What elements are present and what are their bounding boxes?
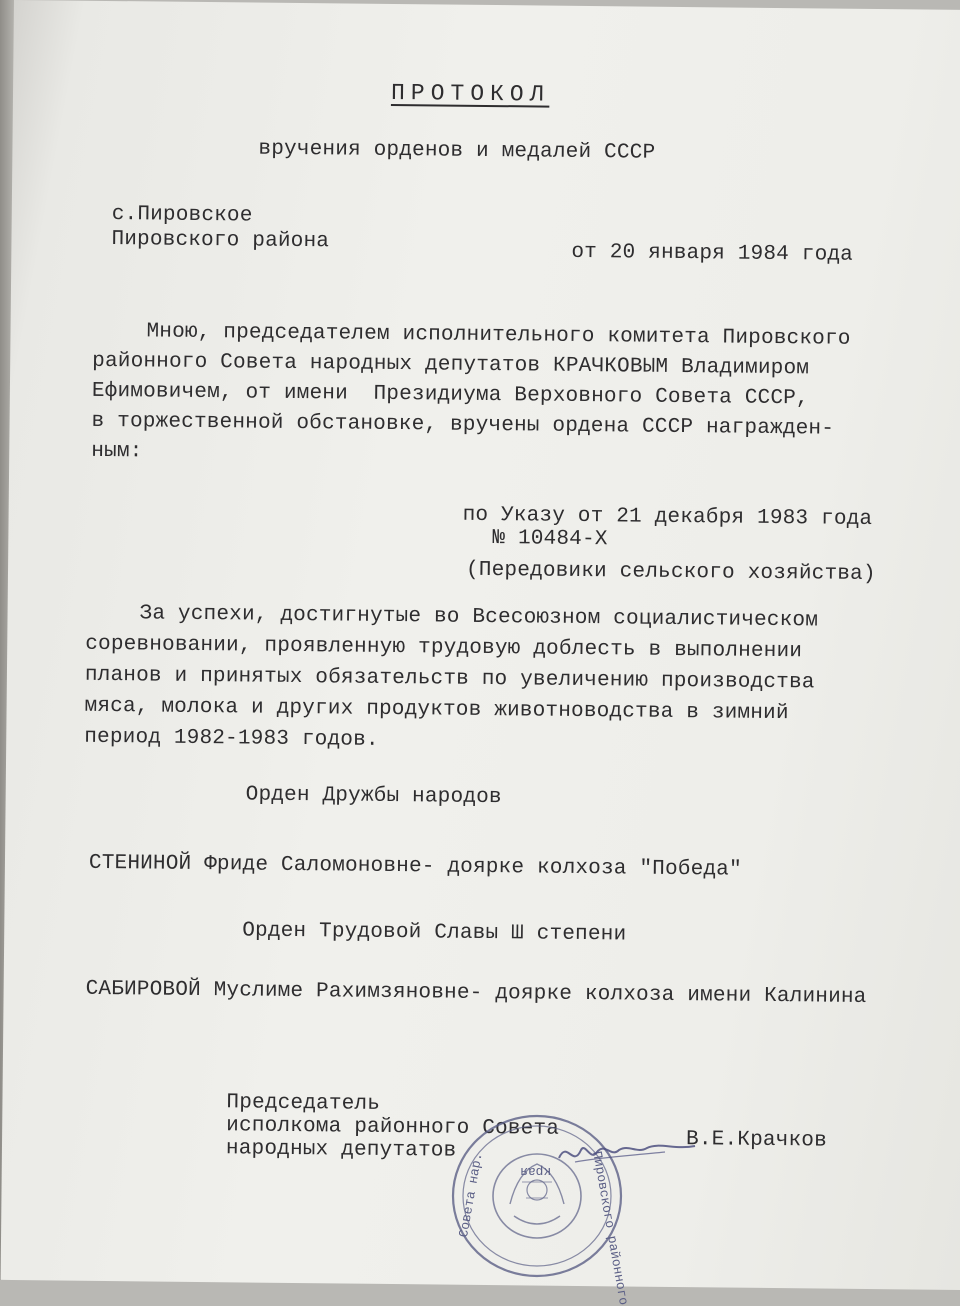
intro-line-3: Ефимовичем, от имени Президиума Верховного Совета СССР,: [91, 379, 809, 411]
stamp-text-right: Пировского районного: [589, 1150, 632, 1306]
document-date: от 20 января 1984 года: [571, 240, 854, 267]
decree-number: № 10484-X: [492, 527, 608, 552]
document-title: ПРОТОКОЛ: [390, 79, 550, 108]
stamp-text-bottom: края: [520, 1164, 552, 1179]
decree-line-1: по Указу от 21 декабря 1983 года: [462, 503, 873, 532]
recipient-1: СТЕНИНОЙ Фриде Саломоновне- доярке колхоза "Победа": [88, 851, 742, 882]
signer-name: В.Е.Крачков: [685, 1128, 828, 1153]
document-page: [1, 0, 960, 1290]
stamp-text-left: Совета нар.: [456, 1151, 486, 1239]
signer-title-line-1: Председатель: [226, 1091, 381, 1116]
intro-line-5: ным:: [91, 439, 143, 464]
reason-line-4: мяса, молока и других продуктов животноводства в зимний: [84, 694, 789, 726]
order-heading-1: Орден Дружбы народов: [245, 783, 502, 810]
place-line-2: Пировского района: [111, 228, 330, 254]
intro-line-2: районного Совета народных депутатов КРАЧКОВЫМ Владимиром: [92, 349, 810, 381]
intro-line-1: Мною, председателем исполнительного комитета Пировского: [146, 320, 851, 351]
reason-line-1: За успехи, достигнутые во Всесоюзном социалистическом: [139, 602, 819, 633]
decree-category: (Передовики сельского хозяйства): [465, 558, 876, 587]
order-heading-2: Орден Трудовой Славы Ш степени: [242, 919, 627, 947]
document-subtitle: вручения орденов и медалей СССР: [258, 137, 656, 165]
signer-title-line-3: народных депутатов: [225, 1137, 457, 1163]
intro-line-4: в торжественной обстановке, вручены ордена СССР награжден-: [91, 409, 835, 441]
signer-title-line-2: исполкома районного Совета: [226, 1114, 560, 1141]
handwritten-signature: [555, 1128, 705, 1178]
reason-line-3: планов и принятых обязательств по увеличению производства: [84, 663, 815, 695]
place-line-1: с.Пировское: [111, 203, 253, 228]
reason-line-2: соревновании, проявленную трудовую доблесть в выполнении: [85, 632, 803, 664]
recipient-2: САБИРОВОЙ Муслиме Рахимзяновне- доярке колхоза имени Калинина: [85, 977, 867, 1009]
reason-line-5: период 1982-1983 годов.: [84, 725, 379, 752]
